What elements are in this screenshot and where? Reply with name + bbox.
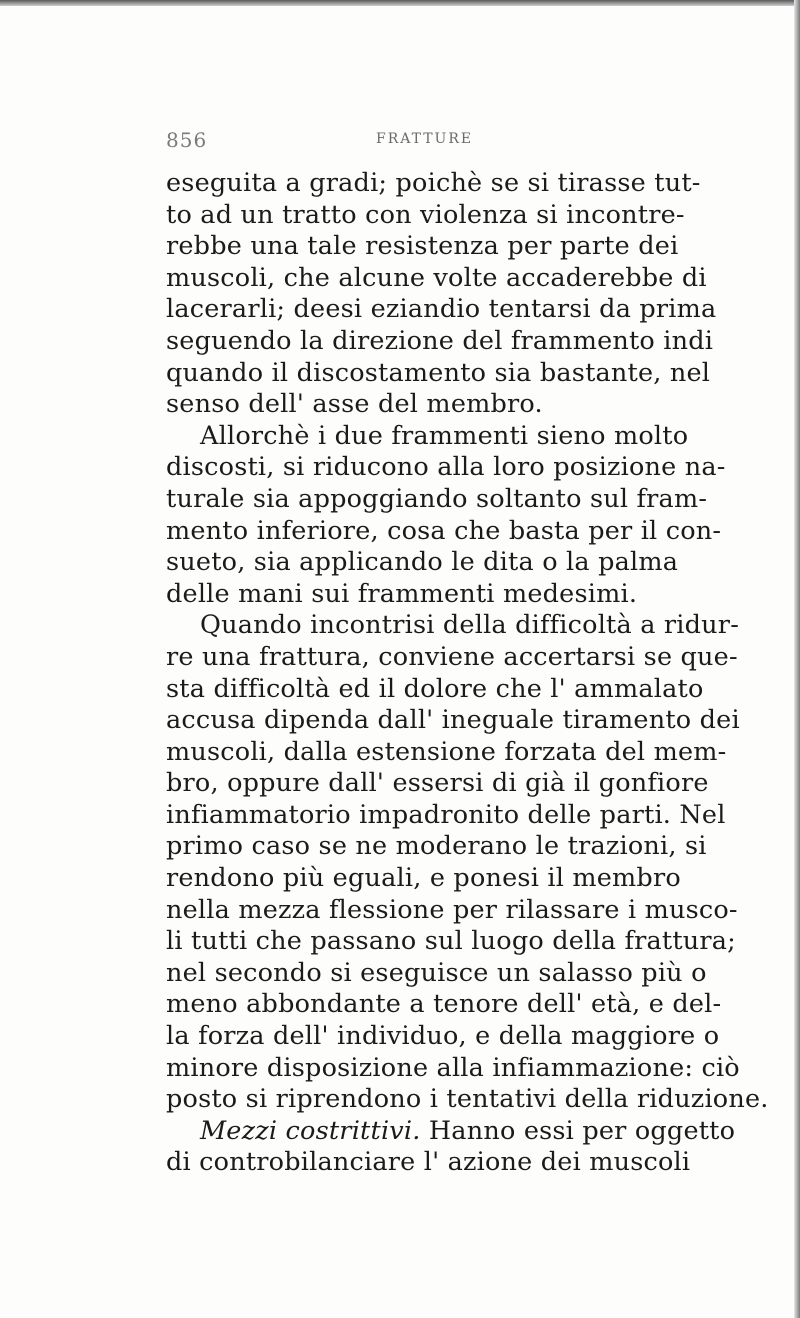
- text-line: infiammatorio impadronito delle parti. Nel: [166, 799, 726, 830]
- text-line-subheading: [166, 1116, 786, 1148]
- text-line: delle mani sui frammenti medesimi.: [166, 578, 638, 609]
- text-line: eseguita a gradi; poichè se si tirasse tut-: [166, 168, 701, 198]
- text-line: senso dell' asse del membro.: [166, 389, 543, 420]
- text-line: Quando incontrisi della difficoltà a ridur-: [200, 610, 740, 641]
- text-line: nel secondo si eseguisce un salasso più o: [166, 957, 707, 988]
- text-line: nella mezza flessione per rilassare i musco-: [166, 894, 738, 925]
- subheading-italic: Mezzi costrittivi.: [200, 1115, 421, 1146]
- text-line: la forza dell' individuo, e della maggiore o: [166, 1021, 720, 1052]
- running-head: FRATTURE: [376, 131, 474, 147]
- page-top-edge: [0, 0, 800, 6]
- text-line: muscoli, dalla estensione forzata del mem-: [166, 736, 727, 767]
- text-line: re una frattura, conviene accertarsi se que-: [166, 641, 738, 672]
- text-line: posto si riprendono i tentativi della riduzione.: [166, 1084, 769, 1115]
- page-right-edge: [794, 0, 800, 1318]
- page-number: 856: [166, 128, 208, 152]
- subheading-rest: Hanno essi per oggetto: [420, 1115, 736, 1146]
- text-line: rebbe una tale resistenza per parte dei: [166, 231, 679, 262]
- text-line: to ad un tratto con violenza si incontre-: [166, 199, 685, 230]
- body-text: [166, 168, 786, 1179]
- text-line: mento inferiore, cosa che basta per il con-: [166, 515, 722, 546]
- text-line: seguendo la direzione del frammento indi: [166, 325, 714, 356]
- text-line: lacerarli; deesi eziandio tentarsi da prima: [166, 294, 717, 325]
- text-line: minore disposizione alla infiammazione: ciò: [166, 1052, 740, 1083]
- text-line: accusa dipenda dall' ineguale tiramento dei: [166, 705, 740, 736]
- text-line: sueto, sia applicando le dita o la palma: [166, 547, 679, 578]
- text-line: primo caso se ne moderano le trazioni, si: [166, 831, 707, 862]
- text-line: turale sia appoggiando soltanto sul fram-: [166, 483, 708, 514]
- text-line: muscoli, che alcune volte accaderebbe di: [166, 262, 707, 293]
- text-line: discosti, si riducono alla loro posizione na-: [166, 452, 726, 483]
- text-line: meno abbondante a tenore dell' età, e del-: [166, 989, 722, 1020]
- text-line: rendono più eguali, e ponesi il membro: [166, 863, 681, 894]
- text-line: quando il discostamento sia bastante, nel: [166, 357, 711, 388]
- text-line: bro, oppure dall' essersi di già il gonfiore: [166, 768, 709, 799]
- text-lines: [166, 168, 786, 1116]
- text-line-final: di controbilanciare l' azione dei muscoli: [166, 1147, 691, 1178]
- text-line: li tutti che passano sul luogo della frattura;: [166, 926, 736, 957]
- text-line: Allorchè i due frammenti sieno molto: [200, 420, 689, 451]
- text-line: sta difficoltà ed il dolore che l' ammalato: [166, 673, 704, 704]
